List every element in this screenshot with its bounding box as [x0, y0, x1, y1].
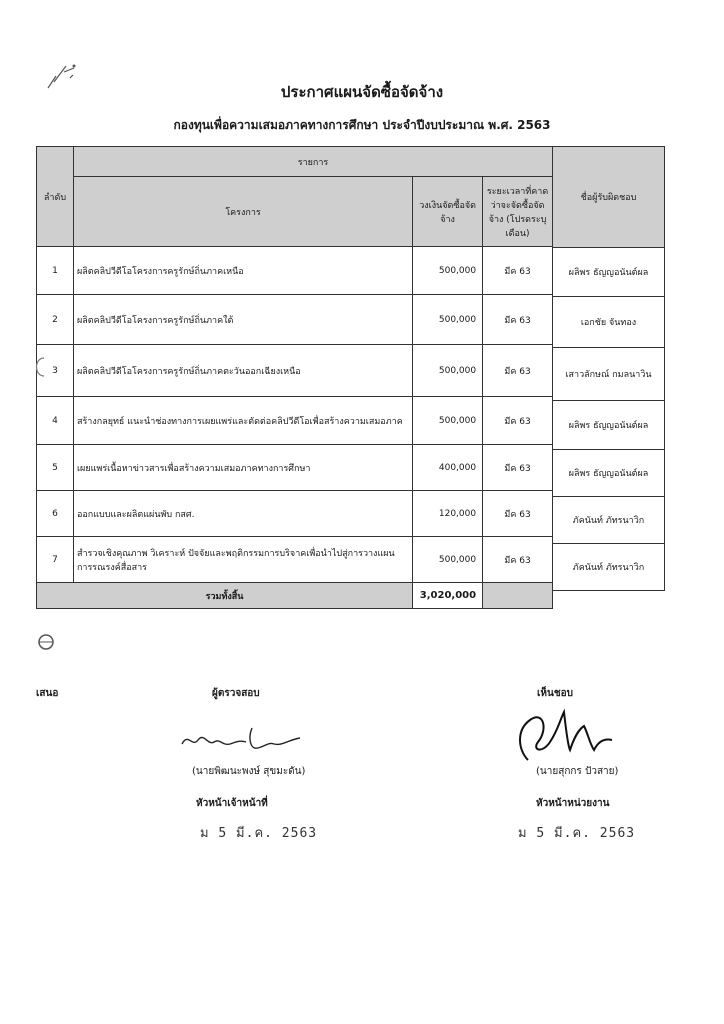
header-seq: ลำดับ	[37, 147, 74, 247]
row-responsible: ผลิพร ธัญญอนันต์ผล	[553, 248, 664, 297]
document-title: ประกาศแผนจัดซื้อจัดจ้าง	[280, 83, 444, 101]
propose-label: เสนอ	[36, 688, 59, 699]
row-seq: 4	[37, 397, 74, 445]
table-row	[37, 537, 553, 583]
row-timeline: มีค 63	[483, 295, 553, 345]
row-project: ผลิตคลิปวีดีโอโครงการครูรักษ์ถิ่นภาคใต้	[73, 295, 412, 345]
header-items-group: รายการ	[73, 147, 552, 177]
total-value: 3,020,000	[413, 583, 483, 609]
row-responsible: เสาวลักษณ์ กมลนาวิน	[553, 348, 664, 401]
row-timeline: มีค 63	[483, 491, 553, 537]
row-seq: 7	[37, 537, 74, 583]
row-timeline: มีค 63	[483, 445, 553, 491]
row-budget: 500,000	[413, 397, 483, 445]
row-timeline: มีค 63	[483, 345, 553, 397]
approver-signature	[508, 690, 618, 770]
row-budget: 500,000	[413, 537, 483, 583]
row-project: เผยแพร่เนื้อหาข่าวสารเพื่อสร้างความเสมอภาคทางการศึกษา	[73, 445, 412, 491]
table-row	[37, 345, 553, 397]
total-empty-cell	[483, 583, 553, 609]
table-row	[37, 295, 553, 345]
row-responsible: ภัคนันท์ ภัทรนาวิก	[572, 563, 645, 573]
header-timeline: ระยะเวลาที่คาดว่าจะจัดซื้อจัดจ้าง (โปรดระบุเดือน)	[483, 177, 553, 247]
row-responsible: ผลิพร ธัญญอนันต์ผล	[553, 401, 664, 450]
row-responsible: ผลิพร ธัญญอนันต์ผล	[553, 450, 664, 497]
punch-hole-mark	[32, 356, 48, 378]
approver-name: (นายสุกกร ปัวสาย)	[536, 766, 619, 777]
row-seq: 6	[37, 491, 74, 537]
row-project: สำรวจเชิงคุณภาพ วิเคราะห์ ปัจจัยและพฤติกรรมการบริจาคเพื่อนำไปสู่การวางแผนการรณรงค์สื่อสาร	[73, 537, 412, 583]
total-label: รวมทั้งสิ้น	[37, 583, 413, 609]
checker-signature	[178, 718, 308, 758]
row-timeline: มีค 63	[483, 537, 553, 583]
row-budget: 500,000	[413, 247, 483, 295]
checker-name: (นายพิฒนะพงษ์ สุขมะดัน)	[192, 766, 306, 777]
checker-label: ผู้ตรวจสอบ	[212, 688, 260, 699]
table-row	[37, 247, 553, 295]
document-subtitle: กองทุนเพื่อความเสมอภาคทางการศึกษา ประจำปีงบประมาณ พ.ศ. 2563	[173, 118, 551, 132]
total-row	[37, 583, 553, 609]
row-project: สร้างกลยุทธ์ แนะนำช่องทางการเผยแพร่และตัดต่อคลิปวีดีโอเพื่อสร้างความเสมอภาค	[73, 397, 412, 445]
checker-date-stamp: ม 5 มี.ค. 2563	[200, 826, 318, 841]
header-budget: วงเงินจัดซื้อจัดจ้าง	[413, 177, 483, 247]
row-project: ผลิตคลิปวีดีโอโครงการครูรักษ์ถิ่นภาคเหนือ	[73, 247, 412, 295]
table-row	[37, 397, 553, 445]
approver-position: หัวหน้าหน่วยงาน	[536, 798, 610, 809]
row-seq: 3	[37, 345, 74, 397]
row-budget: 120,000	[413, 491, 483, 537]
row-timeline: มีค 63	[483, 397, 553, 445]
punch-hole-mark	[36, 632, 56, 652]
header-responsible: ชื่อผู้รับผิดชอบ	[553, 147, 664, 248]
responsible-column	[553, 146, 665, 591]
procurement-plan-table	[36, 146, 553, 609]
row-responsible: ภัคนันท์ ภัทรนาวิก	[553, 497, 664, 544]
row-seq: 5	[37, 445, 74, 491]
row-project: ผลิตคลิปวีดีโอโครงการครูรักษ์ถิ่นภาคตะวันออกเฉียงเหนือ	[73, 345, 412, 397]
table-row	[37, 491, 553, 537]
checker-position: หัวหน้าเจ้าหน้าที่	[196, 798, 268, 809]
table-row	[37, 445, 553, 491]
row-seq: 2	[37, 295, 74, 345]
row-project: ออกแบบและผลิตแผ่นพับ กสศ.	[73, 491, 412, 537]
row-budget: 500,000	[413, 345, 483, 397]
approver-date-stamp: ม 5 มี.ค. 2563	[518, 826, 636, 841]
approver-label: เห็นชอบ	[537, 688, 573, 699]
row-budget: 400,000	[413, 445, 483, 491]
row-budget: 500,000	[413, 295, 483, 345]
row-responsible: เอกชัย จันทอง	[553, 297, 664, 348]
row-seq: 1	[37, 247, 74, 295]
header-project: โครงการ	[73, 177, 412, 247]
row-timeline: มีค 63	[483, 247, 553, 295]
